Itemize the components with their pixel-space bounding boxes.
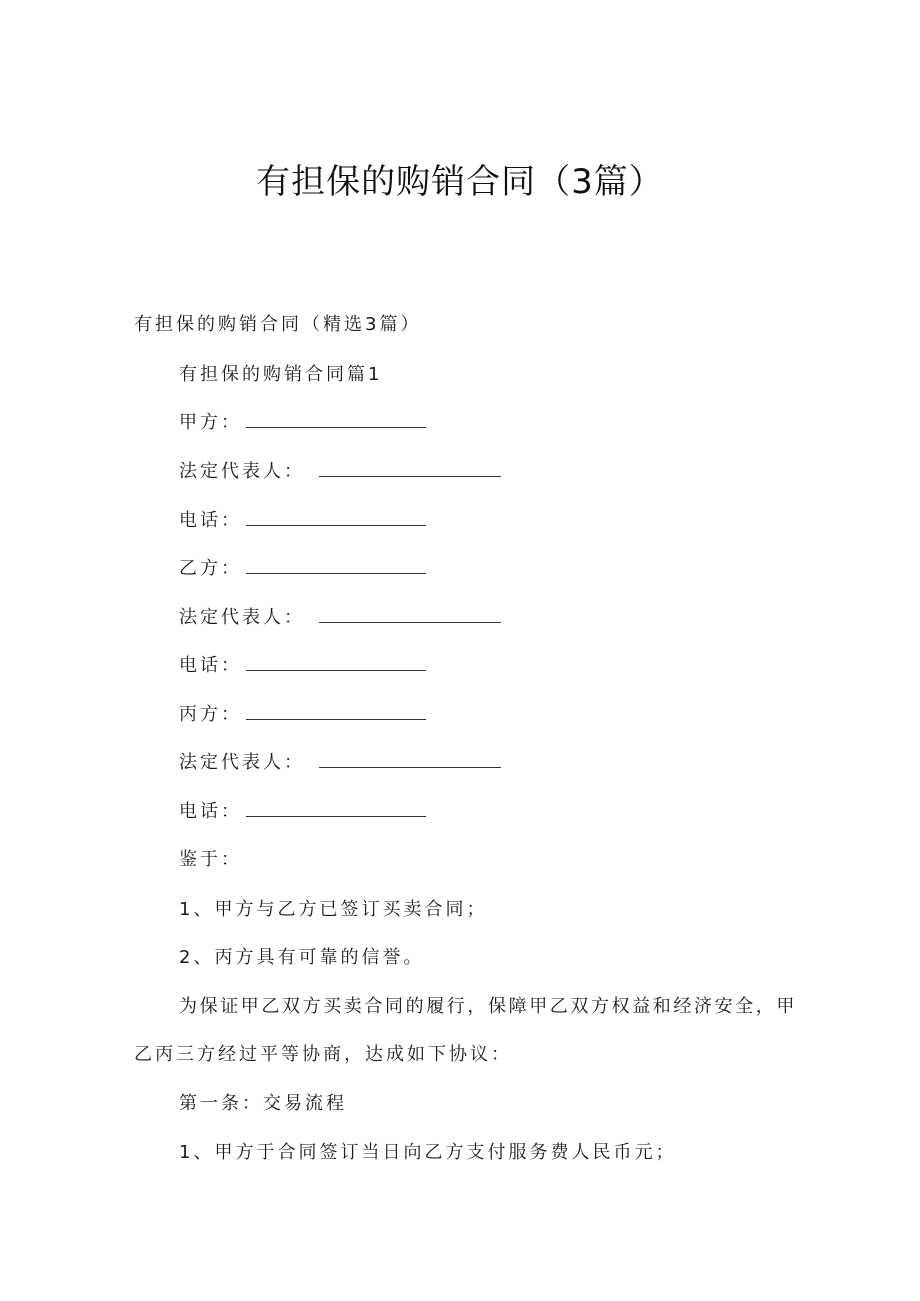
- party-a-phone-row: [179, 508, 426, 534]
- party-a-rep-label: 法定代表人：: [179, 461, 305, 482]
- party-a-rep-blank[interactable]: [319, 462, 501, 477]
- party-b-label: 乙方：: [179, 558, 242, 579]
- article-1-item-1: 1、甲方于合同签订当日向乙方支付服务费人民币元；: [179, 1142, 677, 1163]
- party-c-label: 丙方：: [179, 704, 242, 725]
- whereas-item-1: 1、甲方与乙方已签订买卖合同；: [179, 899, 488, 920]
- party-c-rep-label: 法定代表人：: [179, 752, 305, 773]
- party-b-phone-label: 电话：: [179, 655, 242, 676]
- party-c-rep-row: [179, 750, 501, 776]
- whereas-label: 鉴于：: [179, 849, 242, 870]
- party-c-row: [179, 702, 426, 728]
- party-c-phone-blank[interactable]: [246, 802, 426, 817]
- section-heading: 有担保的购销合同篇1: [179, 364, 383, 385]
- party-b-rep-label: 法定代表人：: [179, 607, 305, 628]
- party-b-rep-row: [179, 605, 501, 631]
- document-subtitle: 有担保的购销合同（精选3篇）: [134, 314, 422, 335]
- article-1-heading: 第一条：交易流程: [179, 1093, 347, 1114]
- party-a-row: [179, 410, 426, 436]
- party-a-phone-blank[interactable]: [246, 511, 426, 526]
- document-title: 有担保的购销合同（3篇）: [256, 162, 664, 202]
- party-c-phone-label: 电话：: [179, 801, 242, 822]
- whereas-item-2: 2、丙方具有可靠的信誉。: [179, 947, 425, 968]
- party-a-label: 甲方：: [179, 412, 242, 433]
- intro-paragraph-line-1: 为保证甲乙双方买卖合同的履行，保障甲乙双方权益和经济安全，甲: [179, 996, 797, 1017]
- party-c-rep-blank[interactable]: [319, 753, 501, 768]
- party-c-phone-row: [179, 799, 426, 825]
- party-a-blank[interactable]: [246, 413, 426, 428]
- party-b-phone-blank[interactable]: [246, 656, 426, 671]
- party-a-phone-label: 电话：: [179, 510, 242, 531]
- party-b-blank[interactable]: [246, 559, 426, 574]
- party-b-phone-row: [179, 653, 426, 679]
- intro-paragraph-line-2: 乙丙三方经过平等协商，达成如下协议：: [134, 1044, 512, 1065]
- party-a-rep-row: [179, 459, 501, 485]
- party-b-row: [179, 556, 426, 582]
- party-b-rep-blank[interactable]: [319, 608, 501, 623]
- party-c-blank[interactable]: [246, 705, 426, 720]
